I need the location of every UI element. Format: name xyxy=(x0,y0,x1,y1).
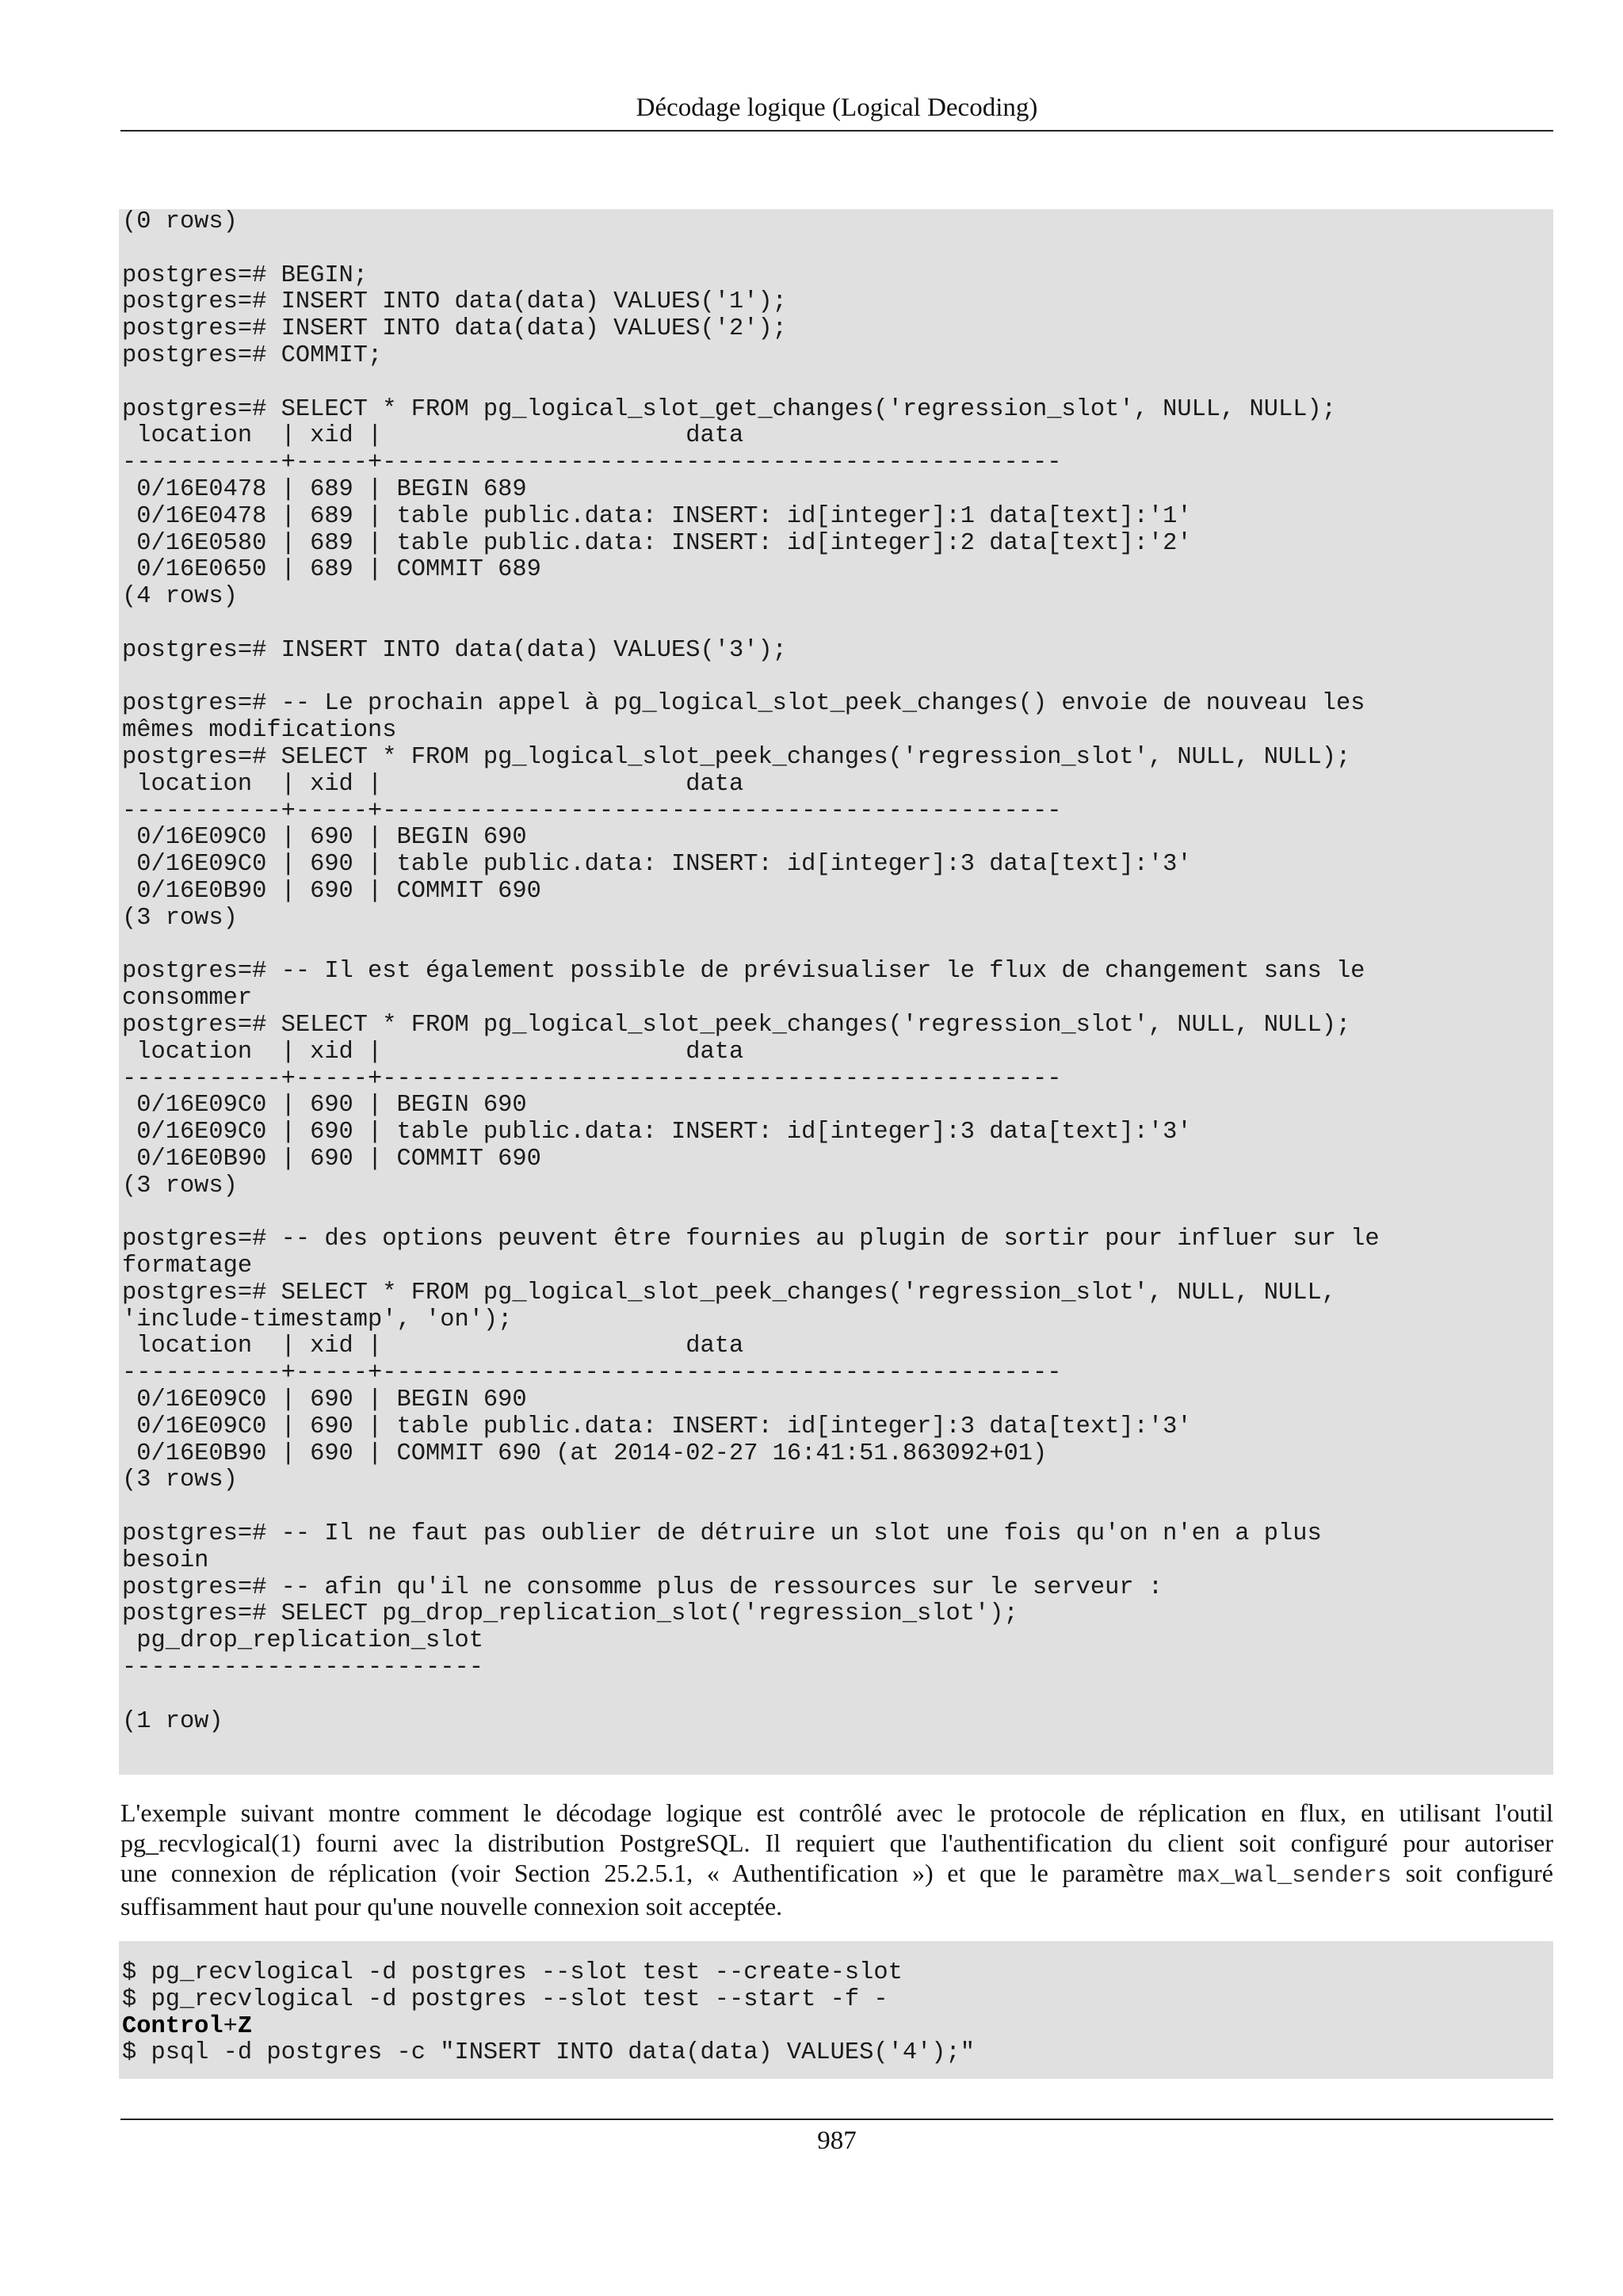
code-line xyxy=(122,1494,1550,1521)
code-line: -----------+-----+----------------------------------------------- xyxy=(122,1360,1062,1387)
paragraph-line-1: L'exemple suivant montre comment le décodage logique est contrôlé avec le protocole de réplication en flux, en utilisant l'outil xyxy=(120,1798,1553,1827)
code-line xyxy=(122,1682,1550,1709)
shell-commands-code-block xyxy=(119,1941,1553,2079)
code-line: 0/16E0B90 | 690 | COMMIT 690 (at 2014-02-27 16:41:51.863092+01) xyxy=(122,1440,1048,1467)
code-line: 0/16E09C0 | 690 | BEGIN 690 xyxy=(122,1386,527,1414)
code-line: postgres=# -- des options peuvent être fournies au plugin de sortir pour influer sur le xyxy=(122,1226,1380,1253)
code-line: postgres=# SELECT pg_drop_replication_slot('regression_slot'); xyxy=(122,1600,1018,1628)
code-line: location | xid | data xyxy=(122,770,744,798)
code-line: 0/16E0B90 | 690 | COMMIT 690 xyxy=(122,877,541,905)
code-line xyxy=(122,665,1550,692)
paragraph-line-3 xyxy=(120,1858,1553,1891)
z-key: Z xyxy=(237,2012,253,2040)
code-line: (3 rows) xyxy=(122,904,238,932)
code-line: -----------+-----+----------------------------------------------- xyxy=(122,1065,1062,1093)
code-line: postgres=# -- afin qu'il ne consomme plus de ressources sur le serveur : xyxy=(122,1573,1163,1601)
code-line: 'include-timestamp', 'on'); xyxy=(122,1306,513,1333)
code-line: postgres=# INSERT INTO data(data) VALUES('3'); xyxy=(122,636,787,664)
code-line: postgres=# INSERT INTO data(data) VALUES('1'); xyxy=(122,288,787,316)
code-line: besoin xyxy=(122,1547,209,1574)
code-line: 0/16E09C0 | 690 | table public.data: INSERT: id[integer]:3 data[text]:'3' xyxy=(122,851,1192,879)
page-number: 987 xyxy=(817,2126,857,2155)
code-line: postgres=# -- Il ne faut pas oublier de détruire un slot une fois qu'on n'en a plus xyxy=(122,1520,1322,1548)
code-line: consommer xyxy=(122,985,253,1013)
code-line: mêmes modifications xyxy=(122,717,397,745)
explanation-paragraph xyxy=(120,1798,1553,1921)
sql-session-code-block xyxy=(119,209,1553,1775)
code-line xyxy=(122,370,1550,397)
code-line: postgres=# SELECT * FROM pg_logical_slot_peek_changes('regression_slot', NULL, NULL, xyxy=(122,1279,1336,1306)
paragraph-line-4: suffisamment haut pour qu'une nouvelle connexion soit acceptée. xyxy=(120,1892,783,1920)
paragraph-line-2: pg_recvlogical(1) fourni avec la distribution PostgreSQL. Il requiert que l'authentification du client soit configuré pour autoriser xyxy=(120,1829,1553,1857)
code-line: 0/16E09C0 | 690 | BEGIN 690 xyxy=(122,824,527,852)
code-line: postgres=# SELECT * FROM pg_logical_slot_peek_changes('regression_slot', NULL, NULL); xyxy=(122,1011,1351,1039)
code-line: 0/16E09C0 | 690 | BEGIN 690 xyxy=(122,1092,527,1119)
code-line: 0/16E0B90 | 690 | COMMIT 690 xyxy=(122,1145,541,1173)
code-line: (3 rows) xyxy=(122,1172,238,1199)
code-line xyxy=(122,1199,1550,1226)
footer-divider xyxy=(120,2119,1553,2120)
start-stream-command: $ pg_recvlogical -d postgres --slot test --start -f - xyxy=(122,1985,888,2013)
code-line: (1 row) xyxy=(122,1707,223,1735)
code-line: postgres=# COMMIT; xyxy=(122,341,383,369)
code-line: location | xid | data xyxy=(122,1038,744,1066)
psql-insert-command: $ psql -d postgres -c "INSERT INTO data(data) VALUES('4');" xyxy=(122,2039,976,2067)
code-line: 0/16E09C0 | 690 | table public.data: INSERT: id[integer]:3 data[text]:'3' xyxy=(122,1413,1192,1440)
code-line: postgres=# -- Il est également possible de prévisualiser le flux de changement sans le xyxy=(122,958,1365,986)
max-wal-senders-parameter: max_wal_senders xyxy=(1177,1863,1392,1890)
code-line: formatage xyxy=(122,1253,253,1280)
create-slot-command: $ pg_recvlogical -d postgres --slot test --create-slot xyxy=(122,1959,903,1986)
code-line: 0/16E0580 | 689 | table public.data: INSERT: id[integer]:2 data[text]:'2' xyxy=(122,529,1192,557)
code-line: (3 rows) xyxy=(122,1466,238,1494)
page-header-title: Décodage logique (Logical Decoding) xyxy=(120,89,1553,132)
code-line: (0 rows) xyxy=(122,209,238,235)
code-line xyxy=(122,236,1550,263)
code-line: postgres=# SELECT * FROM pg_logical_slot_peek_changes('regression_slot', NULL, NULL); xyxy=(122,743,1351,771)
code-line: ------------------------- xyxy=(122,1654,483,1682)
code-line xyxy=(122,933,1550,959)
code-line: (4 rows) xyxy=(122,583,238,611)
code-line: -----------+-----+----------------------------------------------- xyxy=(122,449,1062,477)
control-key: Control xyxy=(122,2012,223,2040)
code-line: location | xid | data xyxy=(122,1333,744,1360)
code-line: postgres=# -- Le prochain appel à pg_logical_slot_peek_changes() envoie de nouveau les xyxy=(122,690,1365,718)
code-line: postgres=# BEGIN; xyxy=(122,261,369,289)
code-line: location | xid | data xyxy=(122,422,744,450)
code-line: postgres=# SELECT * FROM pg_logical_slot_get_changes('regression_slot', NULL, NULL); xyxy=(122,395,1336,423)
paragraph-line-3-text: une connexion de réplication (voir Section 25.2.5.1, « Authentification ») et que le paramètre xyxy=(120,1859,1178,1887)
code-line: -----------+-----+----------------------------------------------- xyxy=(122,797,1062,825)
key-plus: + xyxy=(223,2012,238,2040)
code-line: 0/16E0650 | 689 | COMMIT 689 xyxy=(122,556,541,584)
code-line xyxy=(122,611,1550,638)
code-line: postgres=# INSERT INTO data(data) VALUES('2'); xyxy=(122,315,787,343)
code-line: 0/16E0478 | 689 | BEGIN 689 xyxy=(122,475,527,503)
code-line: 0/16E09C0 | 690 | table public.data: INSERT: id[integer]:3 data[text]:'3' xyxy=(122,1119,1192,1146)
keyboard-shortcut xyxy=(122,2014,1550,2041)
code-line: pg_drop_replication_slot xyxy=(122,1627,483,1655)
paragraph-line-3-tail: soit configuré xyxy=(1391,1859,1554,1887)
code-line: 0/16E0478 | 689 | table public.data: INSERT: id[integer]:1 data[text]:'1' xyxy=(122,502,1192,530)
